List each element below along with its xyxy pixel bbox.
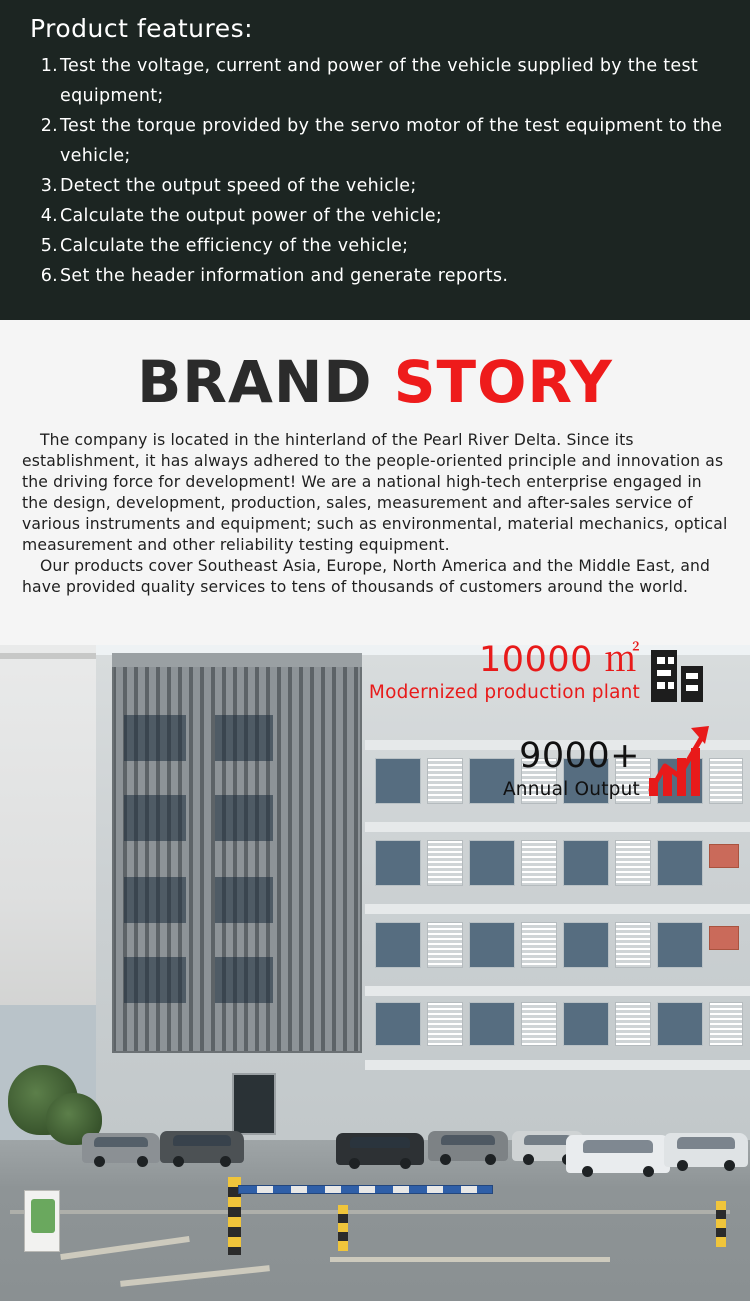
bollard	[338, 1205, 348, 1251]
car-wheel	[643, 1166, 654, 1177]
window	[215, 795, 273, 841]
feature-number: 4.	[40, 206, 58, 226]
air-conditioner-unit	[709, 844, 739, 868]
louvre-panel	[427, 922, 463, 968]
barrier-gate-arm	[238, 1185, 493, 1194]
window	[469, 1002, 515, 1046]
parked-car	[82, 1133, 160, 1163]
window	[563, 922, 609, 968]
feature-item	[32, 231, 728, 261]
feature-item	[32, 201, 728, 231]
window	[563, 840, 609, 886]
feature-item	[32, 111, 728, 171]
parked-car	[566, 1135, 670, 1173]
building-louvre-top-band	[112, 653, 362, 667]
window	[375, 840, 421, 886]
road-marking	[10, 1210, 730, 1214]
car-wheel	[523, 1154, 534, 1165]
factory-icon	[645, 642, 711, 708]
product-features-list	[22, 51, 728, 291]
window	[215, 957, 273, 1003]
stat-plant-area-label: Modernized production plant	[368, 682, 640, 703]
left-building	[0, 645, 96, 1005]
window	[657, 840, 703, 886]
product-features-panel	[0, 0, 750, 320]
brand-heading-word-story: STORY	[393, 348, 613, 416]
feature-text: Test the voltage, current and power of the vehicle supplied by the test equipment;	[60, 56, 699, 106]
bollard	[716, 1201, 726, 1247]
feature-number: 6.	[40, 266, 58, 286]
car-window	[441, 1135, 495, 1146]
window	[563, 1002, 609, 1046]
car-wheel	[485, 1154, 496, 1165]
brand-story-body	[0, 422, 750, 598]
product-features-title: Product features:	[30, 14, 254, 43]
car-wheel	[440, 1154, 451, 1165]
louvre-panel	[427, 840, 463, 886]
window	[657, 1002, 703, 1046]
car-wheel	[724, 1160, 735, 1171]
car-wheel	[582, 1166, 593, 1177]
brand-story-heading	[0, 348, 750, 416]
feature-item	[32, 51, 728, 111]
parked-car	[664, 1133, 748, 1167]
window	[215, 715, 273, 761]
left-building-roofline	[0, 653, 96, 659]
feature-number: 3.	[40, 176, 58, 196]
road-marking	[330, 1257, 610, 1262]
window	[215, 877, 273, 923]
feature-text: Calculate the output power of the vehicle;	[60, 206, 443, 226]
air-conditioner-unit	[709, 926, 739, 950]
signboard-graphic	[31, 1199, 55, 1233]
window	[469, 922, 515, 968]
feature-text: Set the header information and generate reports.	[60, 266, 509, 286]
stat-annual-output-label: Annual Output	[502, 779, 640, 800]
feature-item	[32, 171, 728, 201]
feature-number: 5.	[40, 236, 58, 256]
floor-divider	[365, 1060, 750, 1070]
window	[469, 840, 515, 886]
brand-heading-word-brand: BRAND	[137, 348, 373, 416]
stat-annual-output-value: 9000+	[519, 736, 640, 776]
louvre-panel	[615, 840, 651, 886]
louvre-panel	[427, 1002, 463, 1046]
parked-car	[160, 1131, 244, 1163]
growth-chart-icon	[645, 718, 717, 800]
car-window	[350, 1137, 410, 1149]
car-wheel	[400, 1158, 411, 1169]
window	[124, 795, 186, 841]
louvre-panel	[709, 1002, 743, 1046]
brand-paragraph-2: Our products cover Southeast Asia, Europe, North America and the Middle East, and have provided quality services to tens of thousands of customers around the world.	[22, 557, 711, 596]
car-wheel	[349, 1158, 360, 1169]
car-window	[94, 1137, 147, 1148]
car-wheel	[220, 1156, 231, 1167]
louvre-panel	[615, 1002, 651, 1046]
feature-number: 2.	[40, 116, 58, 136]
car-wheel	[94, 1156, 105, 1167]
car-window	[173, 1135, 230, 1147]
car-window	[677, 1137, 734, 1149]
window	[375, 1002, 421, 1046]
car-wheel	[137, 1156, 148, 1167]
louvre-panel	[521, 1002, 557, 1046]
window	[124, 877, 186, 923]
car-wheel	[173, 1156, 184, 1167]
parked-car	[336, 1133, 424, 1165]
brand-paragraph-1: The company is located in the hinterland of the Pearl River Delta. Since its establishment, it has always adhered to the people-oriented principle and innovation as the driving force for development! We are a national high-tech enterprise engaged in the design, development, production, sales, measurement and after-sales service of various instruments and equipment; such as environmental, material mechanics, optical measurement and other reliability testing equipment.	[22, 431, 728, 554]
feature-text: Calculate the efficiency of the vehicle;	[60, 236, 409, 256]
window	[124, 957, 186, 1003]
floor-divider	[365, 822, 750, 832]
louvre-panel	[521, 840, 557, 886]
feature-item	[32, 261, 728, 291]
window	[375, 922, 421, 968]
louvre-panel	[615, 922, 651, 968]
floor-divider	[365, 904, 750, 914]
louvre-panel	[521, 922, 557, 968]
car-wheel	[677, 1160, 688, 1171]
feature-number: 1.	[40, 56, 58, 76]
building-entrance-door	[232, 1073, 276, 1135]
floor-divider	[365, 986, 750, 996]
parked-car	[428, 1131, 508, 1161]
window	[124, 715, 186, 761]
car-window	[583, 1140, 654, 1154]
notice-signboard	[24, 1190, 60, 1252]
stat-annual-output	[380, 735, 640, 803]
feature-text: Detect the output speed of the vehicle;	[60, 176, 417, 196]
stat-plant-area-value: 10000 ㎡	[479, 640, 640, 680]
brand-story-section	[0, 320, 750, 645]
feature-text: Test the torque provided by the servo motor of the test equipment to the vehicle;	[60, 116, 723, 166]
stat-plant-area	[330, 640, 640, 706]
window	[657, 922, 703, 968]
